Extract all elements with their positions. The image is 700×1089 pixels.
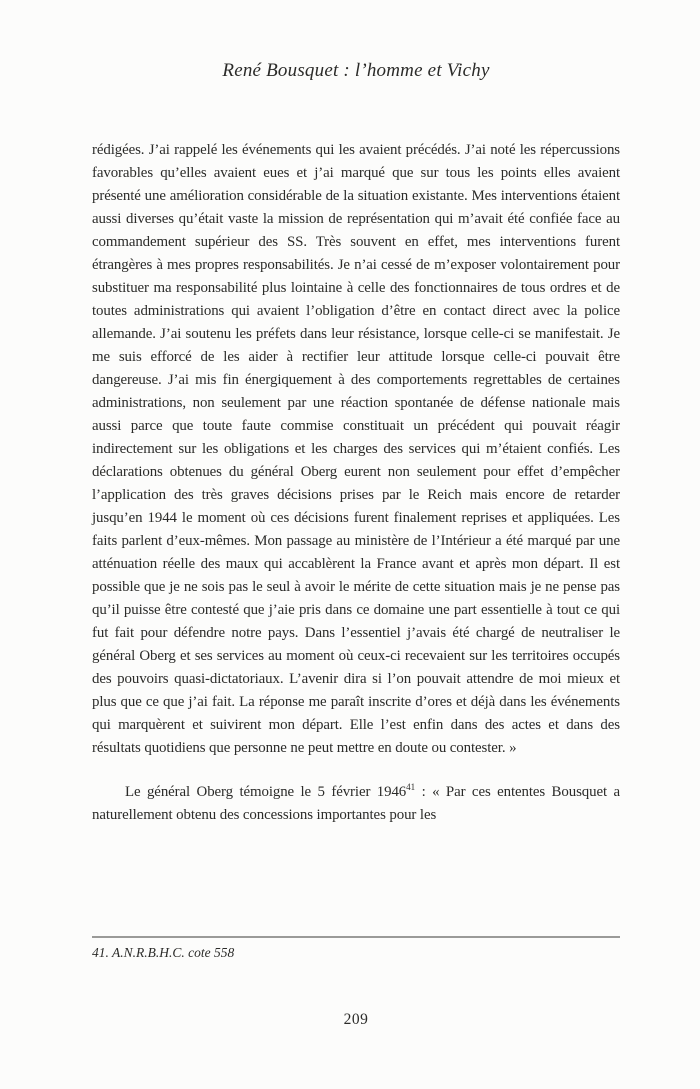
paragraph2-text-after-note: : « Par ces ententes Bousquet a naturellement obtenu des concessions importantes pour les [92, 784, 620, 823]
page-number: 209 [343, 1011, 369, 1028]
body-paragraph-2 [92, 781, 620, 827]
body-paragraph-1: rédigées. J’ai rappelé les événements qui les avaient précédés. J’ai noté les répercussions favorables qu’elles avaient eues et j’ai marqué que sur tous les points elles avaient présenté une amélioration considérable de la situation existante. Mes interventions étaient aussi diverses qu’était vaste la mission de représentation qui m’avait été confiée face au commandement supérieur des SS. Très souvent en effet, mes interventions furent étrangères à mes propres responsabilités. Je n’ai cessé de m’exposer volontairement pour substituer ma responsabilité plus lointaine à celle des fonctionnaires de tous ordres et de toutes administrations qui avaient l’obligation d’être en contact direct avec la police allemande. J’ai soutenu les préfets dans leur résistance, lorsque celle-ci se manifestait. Je me suis efforcé de les aider à rectifier leur attitude lorsque celle-ci pouvait être dangereuse. J’ai mis fin énergiquement à des comportements regrettables de certaines administrations, non seulement par une réaction spontanée de défense nationale mais aussi parce que toute faute commise constituait un précédent qui pouvait réagir indirectement sur les obligations et les charges des services qui m’étaient confiés. Les déclarations obtenues du général Oberg eurent non seulement pour effet d’empêcher l’application des très graves décisions prises par le Reich mais encore de retarder jusqu’en 1944 le moment où ces décisions furent finalement reprises et appliquées. Les faits parlent d’eux-mêmes. Mon passage au ministère de l’Intérieur a été marqué par une atténuation réelle des maux qui accablèrent la France avant et après mon départ. Il est possible que je ne sois pas le seul à avoir le mérite de cette situation mais je ne pense pas qu’il puisse être contesté que j’aie pris dans ce domaine une part essentielle à tout ce qui fut fait pour défendre notre pays. Dans l’essentiel j’avais été chargé de neutraliser le général Oberg et ses services au moment où ceux-ci recevaient sur les territoires occupés des pouvoirs quasi-dictatoriaux. L’avenir dira si l’on pouvait attendre de moi mieux et plus que ce que j’ai fait. La réponse me paraît inscrite d’ores et déjà dans les événements qui marquèrent et suivirent mon départ. Elle l’est enfin dans des actes et dans des résultats quotidiens que personne ne peut mettre en doute ou contester. » [92, 142, 620, 756]
text-column [92, 139, 620, 827]
footnote-reference-marker: 41 [406, 782, 416, 793]
footnote-block [92, 936, 620, 961]
running-header-title: René Bousquet : l’homme et Vichy [222, 60, 490, 81]
paragraph2-text-before-note: Le général Oberg témoigne le 5 février 1946 [125, 784, 407, 800]
footnote-text: 41. A.N.R.B.H.C. cote 558 [92, 945, 235, 960]
footnote-separator-rule [92, 936, 620, 938]
